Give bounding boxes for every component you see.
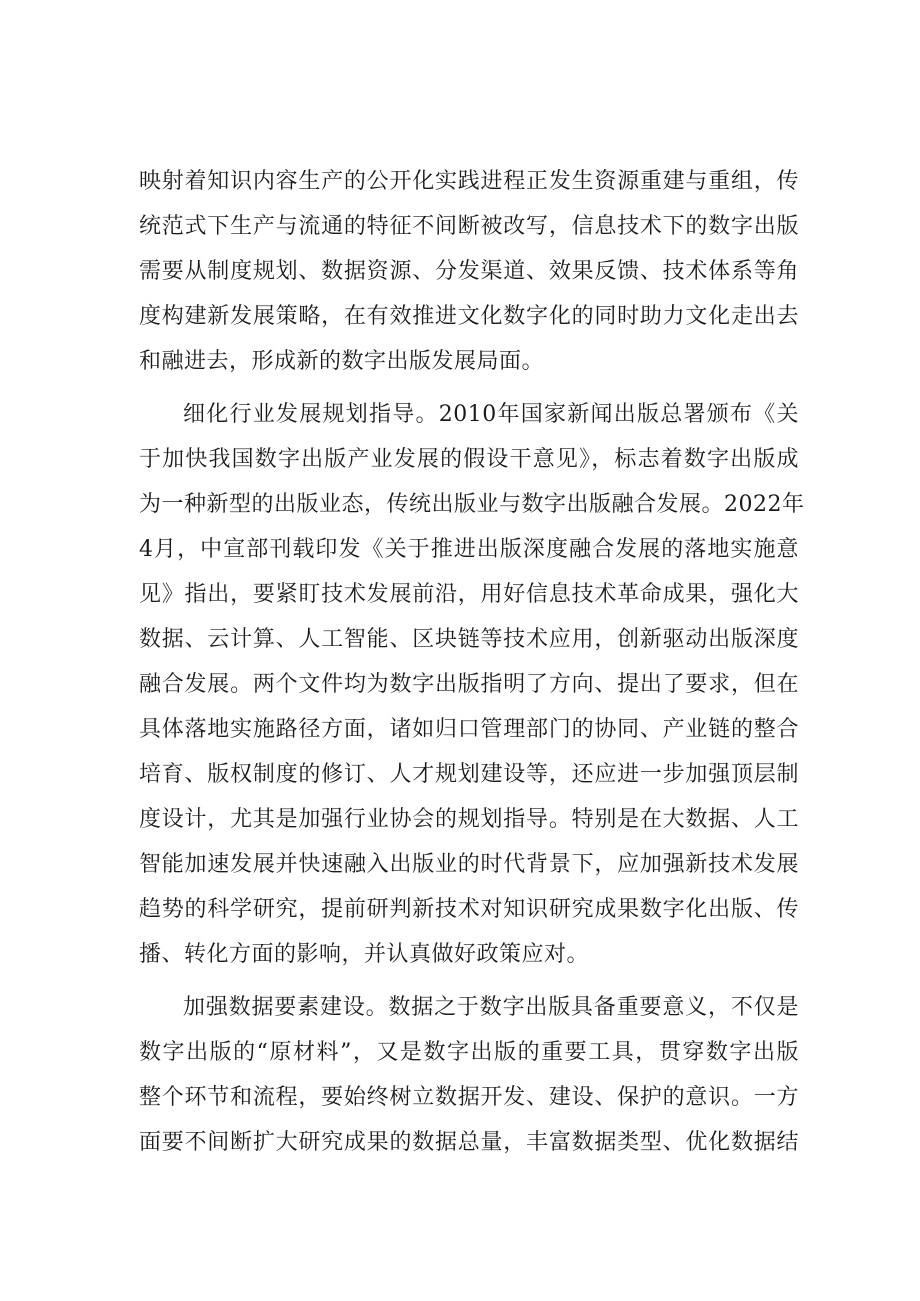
text-line: 度设计，尤其是加强行业协会的规划指导。特别是在大数据、人工 bbox=[139, 807, 799, 832]
text-line: 趋势的科学研究，提前研判新技术对知识研究成果数字化出版、传 bbox=[139, 897, 799, 922]
paragraph-3 bbox=[139, 985, 799, 1165]
text-line: 度构建新发展策略，在有效推进文化数字化的同时助力文化走出去 bbox=[139, 304, 799, 329]
paragraph-2 bbox=[139, 392, 805, 977]
text-line: 和融进去，形成新的数字出版发展局面。 bbox=[139, 349, 545, 374]
text-line: 加强数据要素建设。数据之于数字出版具备重要意义，不仅是 bbox=[183, 995, 799, 1020]
text-line: 细化行业发展规划指导。2010年国家新闻出版总署颁布《关 bbox=[183, 402, 799, 427]
text-line: 4月，中宣部刊载印发《关于推进出版深度融合发展的落地实施意 bbox=[139, 537, 799, 562]
text-line: 数字出版的“原材料”，又是数字出版的重要工具，贯穿数字出版 bbox=[139, 1040, 799, 1065]
text-line: 智能加速发展并快速融入出版业的时代背景下，应加强新技术发展 bbox=[139, 852, 799, 877]
text-line: 于加快我国数字出版产业发展的假设干意见》，标志着数字出版成 bbox=[139, 447, 799, 472]
text-line: 培育、版权制度的修订、人才规划建设等，还应进一步加强顶层制 bbox=[139, 762, 799, 787]
body-text bbox=[139, 159, 805, 1165]
text-line: 面要不间断扩大研究成果的数据总量，丰富数据类型、优化数据结 bbox=[139, 1130, 799, 1155]
text-line: 具体落地实施路径方面，诸如归口管理部门的协同、产业链的整合 bbox=[139, 717, 799, 742]
text-line: 数据、云计算、人工智能、区块链等技术应用，创新驱动出版深度 bbox=[139, 627, 799, 652]
text-line: 需要从制度规划、数据资源、分发渠道、效果反馈、技术体系等角 bbox=[139, 259, 799, 284]
text-line: 见》指出，要紧盯技术发展前沿，用好信息技术革命成果，强化大 bbox=[139, 582, 799, 607]
text-line: 播、转化方面的影响，并认真做好政策应对。 bbox=[139, 942, 590, 967]
text-line: 映射着知识内容生产的公开化实践进程正发生资源重建与重组，传 bbox=[139, 169, 799, 194]
paragraph-1 bbox=[139, 159, 799, 384]
text-line: 整个环节和流程，要始终树立数据开发、建设、保护的意识。一方 bbox=[139, 1085, 799, 1110]
text-line: 统范式下生产与流通的特征不间断被改写，信息技术下的数字出版 bbox=[139, 214, 799, 239]
text-line: 融合发展。两个文件均为数字出版指明了方向、提出了要求，但在 bbox=[139, 672, 799, 697]
text-line: 为一种新型的出版业态，传统出版业与数字出版融合发展。2022年 bbox=[139, 492, 805, 517]
